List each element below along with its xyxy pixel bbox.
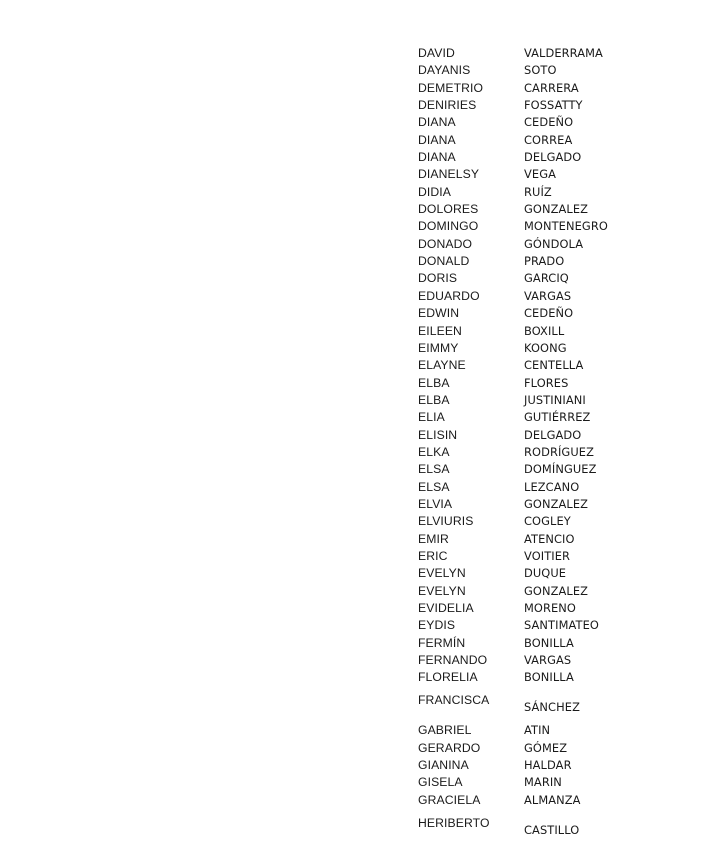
last-name: GARCIQ bbox=[524, 271, 569, 286]
name-list bbox=[418, 45, 658, 837]
last-name: CEDEÑO bbox=[524, 306, 574, 321]
first-name: ELKA bbox=[418, 444, 450, 459]
last-name: ALMANZA bbox=[524, 792, 581, 807]
name-row bbox=[418, 548, 658, 565]
first-name: EDUARDO bbox=[418, 288, 480, 303]
last-name: DOMÍNGUEZ bbox=[524, 462, 597, 477]
name-row bbox=[418, 149, 658, 166]
last-name: RUÍZ bbox=[524, 184, 552, 199]
first-name: DONALD bbox=[418, 254, 470, 269]
name-row bbox=[418, 757, 658, 774]
first-name: GRACIELA bbox=[418, 792, 481, 807]
name-row bbox=[418, 565, 658, 582]
name-row bbox=[418, 461, 658, 478]
name-row bbox=[418, 600, 658, 617]
first-name: DEMETRIO bbox=[418, 80, 484, 95]
name-row bbox=[418, 444, 658, 461]
last-name: BOXILL bbox=[524, 323, 565, 338]
name-row bbox=[418, 80, 658, 97]
first-name: EYDIS bbox=[418, 618, 456, 633]
first-name: ELSA bbox=[418, 462, 450, 477]
name-row bbox=[418, 218, 658, 235]
first-name: FLORELIA bbox=[418, 670, 478, 685]
first-name: ELVIA bbox=[418, 496, 453, 511]
name-row bbox=[418, 114, 658, 131]
name-row bbox=[418, 531, 658, 548]
first-name: ELBA bbox=[418, 392, 450, 407]
name-row bbox=[418, 409, 658, 426]
last-name: GONZALEZ bbox=[524, 202, 589, 217]
last-name: SOTO bbox=[524, 63, 557, 78]
last-name: DELGADO bbox=[524, 427, 582, 442]
first-name: DONADO bbox=[418, 236, 473, 251]
last-name: CEDEÑO bbox=[524, 115, 574, 130]
first-name: DORIS bbox=[418, 271, 458, 286]
last-name: SÁNCHEZ bbox=[524, 700, 580, 715]
name-row bbox=[418, 513, 658, 530]
name-row bbox=[418, 635, 658, 652]
last-name: BONILLA bbox=[524, 670, 574, 685]
name-row bbox=[418, 740, 658, 757]
first-name: GIANINA bbox=[418, 758, 469, 773]
last-name: GONZALEZ bbox=[524, 496, 589, 511]
name-row bbox=[418, 288, 658, 305]
name-row bbox=[418, 496, 658, 513]
name-row bbox=[418, 184, 658, 201]
first-name: GISELA bbox=[418, 775, 463, 790]
last-name: CORREA bbox=[524, 132, 573, 147]
first-name: ELIA bbox=[418, 410, 445, 425]
last-name: PRADO bbox=[524, 254, 565, 269]
name-row bbox=[418, 253, 658, 270]
name-row bbox=[418, 201, 658, 218]
last-name: MONTENEGRO bbox=[524, 219, 608, 234]
last-name: GONZALEZ bbox=[524, 583, 589, 598]
last-name: ATENCIO bbox=[524, 531, 575, 546]
name-row bbox=[418, 479, 658, 496]
first-name: ELBA bbox=[418, 375, 450, 390]
first-name: DIDIA bbox=[418, 184, 452, 199]
last-name: COGLEY bbox=[524, 514, 571, 529]
name-row bbox=[418, 375, 658, 392]
first-name: FERMÍN bbox=[418, 635, 466, 650]
first-name: EVELYN bbox=[418, 583, 466, 598]
first-name: DAVID bbox=[418, 46, 455, 60]
last-name: ATIN bbox=[524, 723, 551, 738]
first-name: EDWIN bbox=[418, 306, 460, 321]
name-row bbox=[418, 62, 658, 79]
first-name: DIANELSY bbox=[418, 167, 480, 182]
first-name: EILEEN bbox=[418, 323, 462, 338]
last-name: CASTILLO bbox=[524, 822, 580, 837]
last-name: DUQUE bbox=[524, 566, 567, 581]
name-row bbox=[418, 357, 658, 374]
first-name: GABRIEL bbox=[418, 723, 472, 738]
first-name: DOMINGO bbox=[418, 219, 479, 234]
name-row bbox=[418, 166, 658, 183]
last-name: GÓNDOLA bbox=[524, 236, 584, 251]
name-row bbox=[418, 305, 658, 322]
last-name: RODRÍGUEZ bbox=[524, 444, 594, 459]
name-row bbox=[418, 427, 658, 444]
first-name: ELVIURIS bbox=[418, 514, 474, 529]
first-name: FERNANDO bbox=[418, 653, 488, 668]
name-row bbox=[418, 774, 658, 791]
name-row bbox=[418, 722, 658, 739]
name-row bbox=[418, 792, 658, 815]
last-name: VOITIER bbox=[524, 548, 571, 563]
name-row bbox=[418, 692, 658, 722]
first-name: DIANA bbox=[418, 115, 456, 130]
last-name: VEGA bbox=[524, 167, 557, 182]
last-name: BONILLA bbox=[524, 635, 574, 650]
last-name: FLORES bbox=[524, 375, 569, 390]
name-row bbox=[418, 669, 658, 692]
name-row bbox=[418, 652, 658, 669]
name-row bbox=[418, 617, 658, 634]
last-name: GUTIÉRREZ bbox=[524, 410, 591, 425]
last-name: VALDERRAMA bbox=[524, 46, 603, 60]
last-name: VARGAS bbox=[524, 653, 572, 668]
last-name: LEZCANO bbox=[524, 479, 580, 494]
first-name: HERIBERTO bbox=[418, 815, 490, 830]
first-name: ELAYNE bbox=[418, 358, 466, 373]
last-name: HALDAR bbox=[524, 758, 572, 773]
name-row bbox=[418, 392, 658, 409]
last-name: MARIN bbox=[524, 775, 562, 790]
first-name: ELISIN bbox=[418, 427, 458, 442]
first-name: DENIRIES bbox=[418, 98, 477, 113]
last-name: CENTELLA bbox=[524, 358, 584, 373]
first-name: EMIR bbox=[418, 531, 449, 546]
first-name: ERIC bbox=[418, 548, 448, 563]
name-row bbox=[418, 45, 658, 62]
first-name: DIANA bbox=[418, 150, 456, 165]
name-row bbox=[418, 236, 658, 253]
first-name: DAYANIS bbox=[418, 63, 471, 78]
last-name: MORENO bbox=[524, 601, 576, 615]
last-name: GÓMEZ bbox=[524, 740, 568, 755]
first-name: ELSA bbox=[418, 479, 450, 494]
first-name: GERARDO bbox=[418, 740, 481, 755]
name-row bbox=[418, 270, 658, 287]
first-name: EVIDELIA bbox=[418, 601, 474, 615]
name-row bbox=[418, 323, 658, 340]
first-name: EIMMY bbox=[418, 340, 459, 355]
name-row bbox=[418, 815, 658, 837]
last-name: KOONG bbox=[524, 340, 567, 355]
last-name: JUSTINIANI bbox=[524, 392, 586, 407]
name-row bbox=[418, 583, 658, 600]
name-row bbox=[418, 97, 658, 114]
first-name: DIANA bbox=[418, 132, 456, 147]
first-name: EVELYN bbox=[418, 566, 466, 581]
name-row bbox=[418, 340, 658, 357]
first-name: FRANCISCA bbox=[418, 693, 490, 708]
first-name: DOLORES bbox=[418, 202, 479, 217]
name-row bbox=[418, 132, 658, 149]
last-name: FOSSATTY bbox=[524, 98, 583, 113]
last-name: VARGAS bbox=[524, 288, 572, 303]
last-name: SANTIMATEO bbox=[524, 618, 599, 633]
last-name: DELGADO bbox=[524, 150, 582, 165]
last-name: CARRERA bbox=[524, 80, 579, 95]
